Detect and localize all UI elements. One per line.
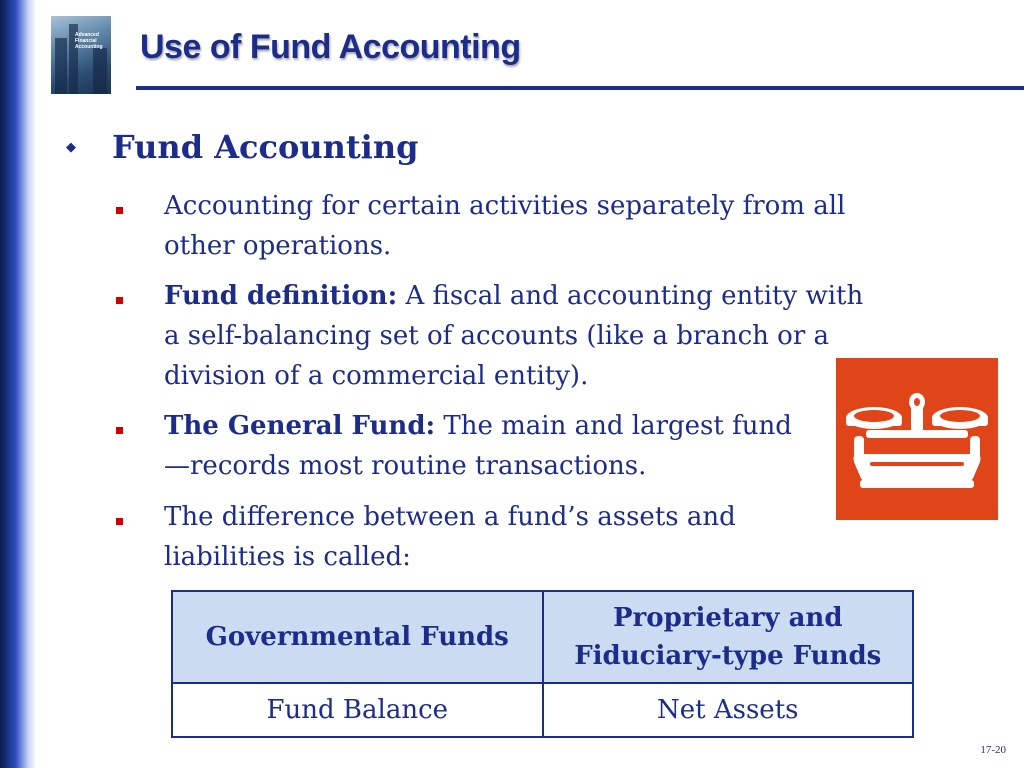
square-bullet-icon	[116, 207, 123, 214]
header-proprietary-fiduciary-funds: Proprietary and Fiduciary-type Funds	[543, 591, 914, 683]
bullet-general-fund: The General Fund: The main and largest fund—records most routine transactions.	[164, 411, 792, 481]
bullet-fund-definition: Fund definition: A fiscal and accounting entity with a self-balancing set of accounts (like a branch or a division of a commercial entity).	[164, 281, 864, 391]
header-governmental-funds: Governmental Funds	[172, 591, 543, 683]
slide-title: Use of Fund Accounting	[140, 28, 521, 66]
table-header-row	[172, 591, 913, 683]
table-row	[172, 683, 913, 737]
left-gradient-bar	[0, 0, 36, 768]
fund-types-table	[171, 590, 914, 738]
cell-net-assets: Net Assets	[543, 683, 914, 737]
bullet-difference-called: The difference between a fund’s assets and liabilities is called:	[164, 502, 736, 572]
book-title: Advanced Financial Accounting	[75, 32, 103, 50]
bullet-accounting-separately: Accounting for certain activities separately from all other operations.	[164, 191, 846, 261]
square-bullet-icon	[116, 427, 123, 434]
page-number: 17-20	[980, 744, 1006, 756]
textbook-cover-thumbnail	[51, 16, 111, 94]
balance-scale-icon	[836, 358, 998, 520]
cell-fund-balance: Fund Balance	[172, 683, 543, 737]
diamond-bullet-icon: ◆	[66, 140, 76, 155]
square-bullet-icon	[116, 297, 123, 304]
bullet-level1-fund-accounting: Fund Accounting	[112, 128, 419, 166]
title-underline	[136, 86, 1024, 90]
fund-definition-label: Fund definition:	[164, 281, 398, 311]
square-bullet-icon	[116, 518, 123, 525]
general-fund-label: The General Fund:	[164, 411, 436, 441]
